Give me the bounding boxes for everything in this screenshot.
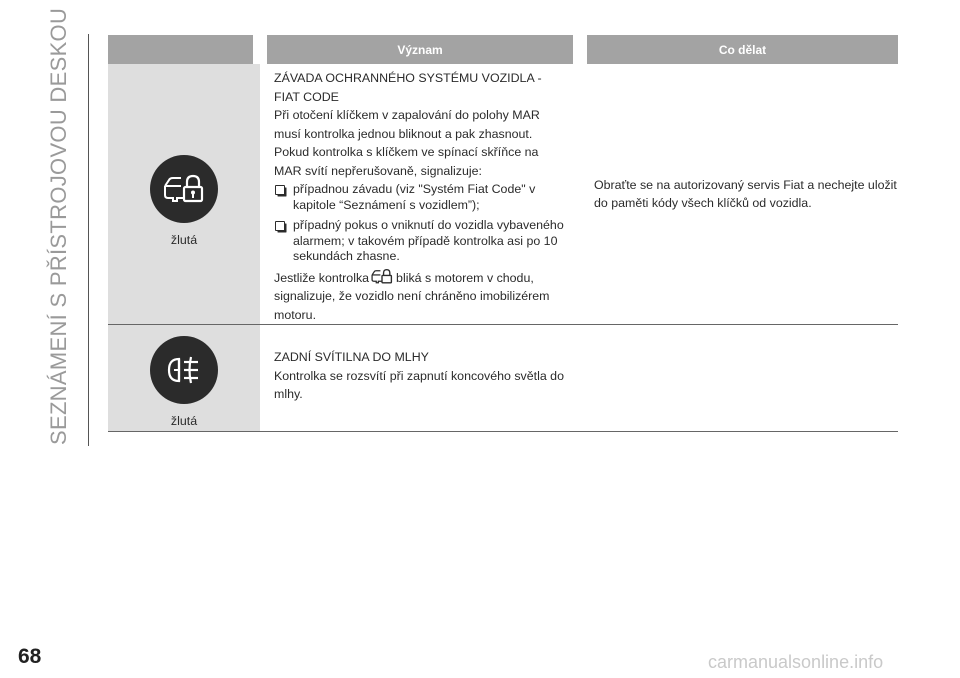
paragraph: Kontrolka se rozsvítí při zapnutí koncového světla do mlhy. xyxy=(274,368,564,401)
icon-cell xyxy=(108,64,260,325)
list-item-text: případnou závadu (viz "Systém Fiat Code" v kapitole “Seznámení s vozidlem”); xyxy=(293,182,536,212)
paragraph-text-start: Jestliže kontrolka xyxy=(274,270,370,285)
paragraph: Pokud kontrolka s klíčkem ve spínací skříňce na MAR svítí nepřerušovaně, signalizuje: xyxy=(274,145,539,178)
list-item-text: případný pokus o vniknutí do vozidla vybaveného alarmem; v takovém případě kontrolka asi po 10 sekundách zhasne. xyxy=(293,218,564,263)
action-cell xyxy=(580,64,898,325)
icon-cell xyxy=(108,325,260,432)
paragraph xyxy=(274,268,568,325)
action-cell xyxy=(580,325,898,432)
color-label: žlutá xyxy=(170,414,198,428)
warning-title: ZADNÍ SVÍTILNA DO MLHY xyxy=(274,350,429,364)
fiat-code-warning-icon xyxy=(150,155,218,223)
watermark: carmanualsonline.info xyxy=(708,652,884,672)
page-number: 68 xyxy=(18,645,42,668)
color-label: žlutá xyxy=(170,233,198,247)
header-icon xyxy=(108,35,260,64)
header-action: Co dělat xyxy=(580,35,898,64)
header-meaning: Význam xyxy=(260,35,580,64)
chapter-title-vertical: SEZNÁMENÍ S PŘÍSTROJOVOU DESKOU xyxy=(46,7,71,445)
fiat-code-inline-icon xyxy=(370,268,394,285)
warning-title: ZÁVADA OCHRANNÉHO SYSTÉMU VOZIDLA - FIAT CODE xyxy=(274,71,542,104)
table-header-row xyxy=(108,35,898,64)
list-item xyxy=(274,218,568,265)
bullet-square-icon xyxy=(275,185,285,195)
rear-fog-light-icon xyxy=(150,336,218,404)
paragraph: Při otočení klíčkem v zapalování do polohy MAR musí kontrolka jednou bliknout a pak zhasnout. xyxy=(274,108,540,141)
chapter-divider xyxy=(88,34,89,446)
paragraph-text-end: bliká s motorem v chodu, signalizuje, že vozidlo není chráněno imobilizérem motoru. xyxy=(274,270,550,322)
table-row xyxy=(108,64,898,325)
list-item xyxy=(274,182,568,213)
table-row xyxy=(108,325,898,432)
warning-lights-table xyxy=(108,35,898,432)
bullet-square-icon xyxy=(275,221,285,231)
action-text: Obraťte se na autorizovaný servis Fiat a nechejte uložit do paměti kódy všech klíčků od vozidla. xyxy=(594,177,897,210)
meaning-cell xyxy=(260,325,580,432)
meaning-cell xyxy=(260,64,580,325)
